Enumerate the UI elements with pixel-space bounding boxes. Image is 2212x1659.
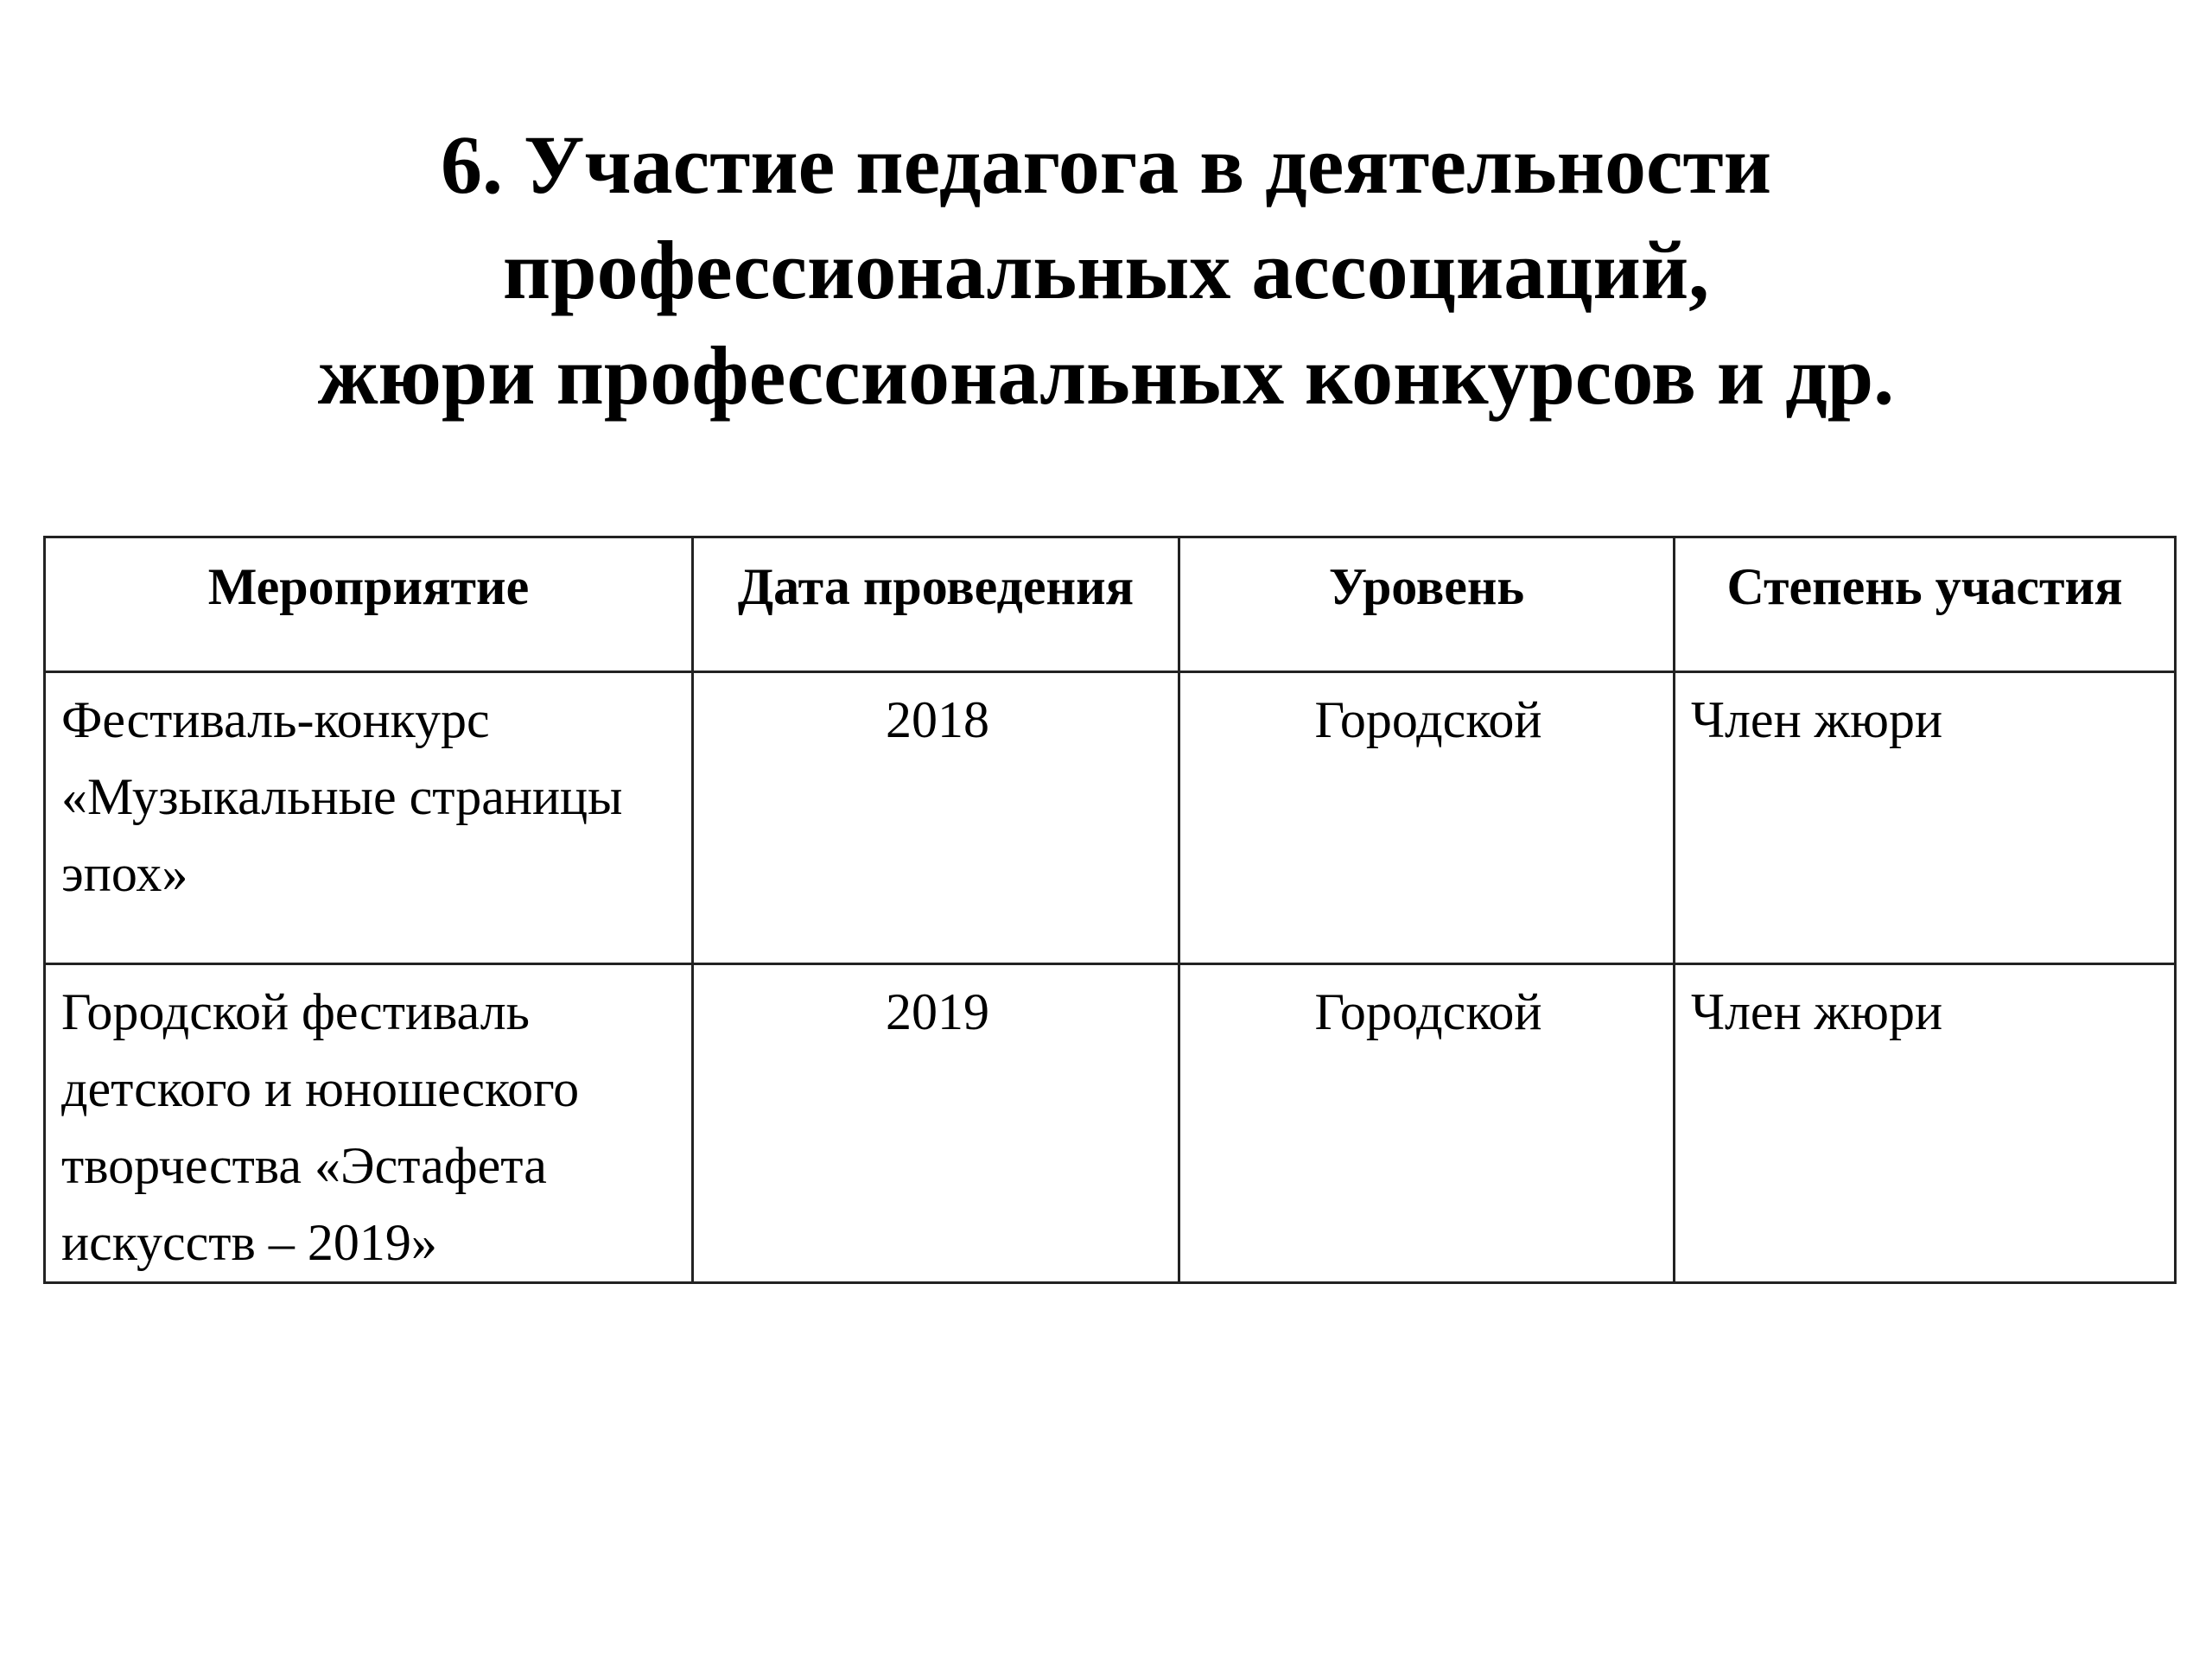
column-header-participation: Степень участия bbox=[1675, 537, 2176, 672]
column-header-date: Дата проведения bbox=[693, 537, 1179, 672]
cell-date: 2018 bbox=[693, 672, 1179, 964]
cell-participation: Член жюри bbox=[1675, 672, 2176, 964]
cell-event-line: детского и юношеского bbox=[61, 1060, 580, 1117]
page-title-line: профессиональных ассоциаций, bbox=[502, 224, 1710, 316]
cell-participation: Член жюри bbox=[1675, 964, 2176, 1283]
page-title-line: 6. Участие педагога в деятельности bbox=[440, 118, 1772, 211]
cell-event-line: творчества «Эстафета bbox=[61, 1137, 547, 1194]
table-row bbox=[45, 964, 2176, 1283]
cell-event bbox=[45, 672, 693, 964]
cell-event-line: эпох» bbox=[61, 845, 188, 902]
cell-event bbox=[45, 964, 693, 1283]
cell-event-line: Фестиваль-конкурс bbox=[61, 691, 490, 748]
cell-event-line: Городской фестиваль bbox=[61, 983, 531, 1040]
table-row bbox=[45, 672, 2176, 964]
cell-event-line: «Музыкальные страницы bbox=[61, 768, 623, 825]
cell-level: Городской bbox=[1179, 672, 1675, 964]
cell-date: 2019 bbox=[693, 964, 1179, 1283]
column-header-event: Мероприятие bbox=[45, 537, 693, 672]
page-title-line: жюри профессиональных конкурсов и др. bbox=[317, 329, 1895, 422]
participation-table bbox=[43, 536, 2177, 1284]
page-title bbox=[0, 112, 2212, 429]
cell-event-line: искусств – 2019» bbox=[61, 1214, 437, 1271]
table-header-row bbox=[45, 537, 2176, 672]
cell-level: Городской bbox=[1179, 964, 1675, 1283]
column-header-level: Уровень bbox=[1179, 537, 1675, 672]
